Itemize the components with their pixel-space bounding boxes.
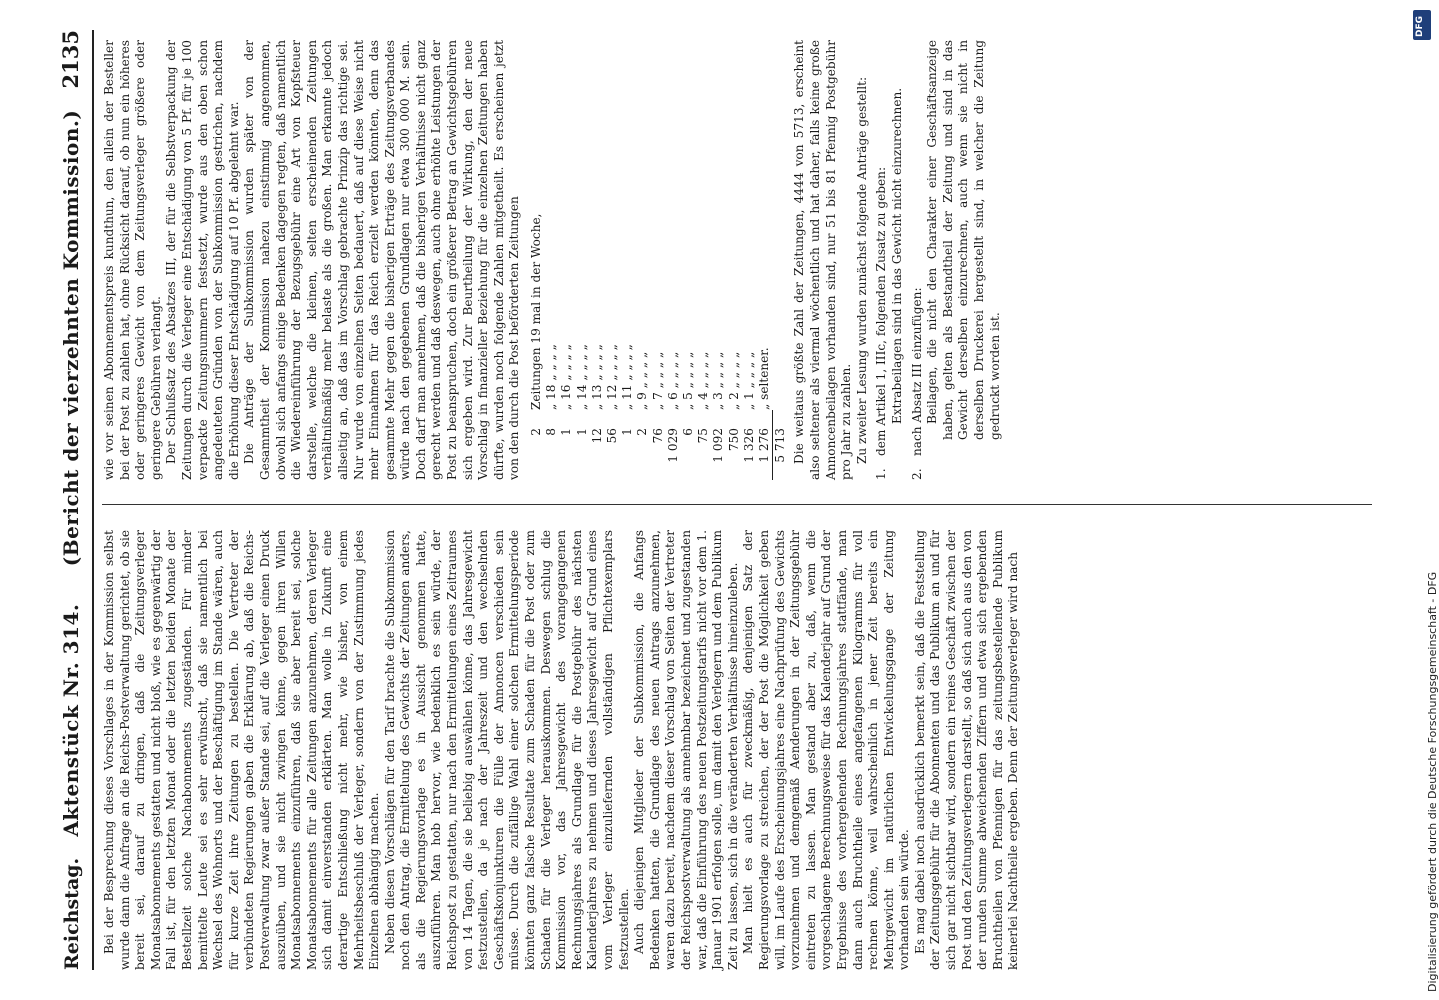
stats-text: „ 11 „ „ „ „ [620, 344, 635, 410]
stats-row [590, 40, 605, 480]
stats-count: 1 [620, 428, 635, 436]
stats-row [727, 40, 742, 480]
right-paragraph: Der Schlußsatz des Absatzes III, der für die Selbstverpackung der Zeitungen durch die Verleger eine Entschädigung von 5 Pf. für je 100 verpackte Zeitungsnummern festsetzt, wurde aus den oben schon angedeuteten Gründen von der Subkommission gestrichen, nachdem die Erhöhung dieser Entschädigung auf 10 Pf. abgelehnt war. [164, 40, 241, 480]
stats-count: 2 [529, 428, 544, 436]
stats-count: 12 [589, 428, 604, 444]
rotated-document-page [58, 30, 1388, 970]
stats-text: „ 18 „ „ „ „ [544, 344, 559, 410]
stats-count: 1 092 [711, 428, 726, 463]
stats-count: 6 [681, 428, 696, 436]
stats-row [711, 40, 726, 480]
stats-count: 1 029 [665, 428, 680, 463]
stats-count: 1 [559, 428, 574, 436]
statistics-table [529, 40, 788, 480]
stats-text: „ 1 „ „ „ „ [741, 351, 756, 410]
motion-quote: Beilagen, die nicht den Charakter einer Geschäftsanzeige haben, gelten als Bestandtheil der Zeitung und sind in das Gewicht derselben einzurechnen, auch wenn sie nicht in derselben Druckerei hergestellt sind, in welcher die Zeitung gedruckt worden ist. [925, 40, 1002, 440]
motion-intro: Zu zweiter Lesung wurden zunächst folgende Anträge gestellt: [854, 76, 869, 464]
left-paragraph: Man hielt es auch für zweckmäßig, denjenigen Satz der Regierungsvorlage zu streichen, der der Post die Möglichkeit geben will, im Laufe des Erscheinungsjahres eine Nachprüfung des Gewichts vorzunehmen und demgemäß Aenderungen in der Zeitungsgebühr eintreten zu lassen. Man gestand aber zu, daß, wenn die vorgeschlagene Berechnungsweise für das Kalenderjahr auf Grund der Ergebnisse des vorhergehenden Rechnungsjahres stattfände, man dann auch Bruchtheile eines angefangenen Kilogramms für voll rechnen könne, weil wahrscheinlich in jener Zeit bereits ein Mehrgewicht im natürlichen Entwickelungsgange der Zeitung vorhanden sein würde. [741, 530, 912, 970]
stats-text: „ 14 „ „ „ „ [574, 344, 589, 410]
stats-row [757, 40, 772, 480]
stats-count: 8 [544, 428, 559, 436]
header-left: Reichstag. [61, 857, 83, 970]
right-paragraph: Die Anträge der Subkommission wurden später von der Gesammtheit der Kommission nahezu einstimmig angenommen, obwohl sich anfangs einige Bedenken dagegen regten, daß namentlich die Wiedereinführung der Bezugsgebühr eine Art von Kopfsteuer darstelle, welche die kleinen, selten erscheinenden Zeitungen verhältnißmäßig mehr belaste als die großen. Man erkannte jedoch allseitig an, daß das im Vorschlag gebrachte Prinzip das richtige sei. Nur wurde von einzelnen Seiten bedauert, daß auf diese Weise nicht mehr Einnahmen für das Reich erzielt werden könnten, denn das gesammte Mehr gegen die bisherigen Erträge des Zeitungsverbandes würde nach den gegebenen Grundlagen nur etwa 300 000 M. sein. Doch darf man annehmen, daß die bisherigen Verhältnisse nicht ganz gerecht werden und daß deswegen, auch ohne erhöhte Leistungen der Post zu beanspruchen, doch ein größerer Betrag an Gewichtsgebühren sich ergeben wird. Zur Beurtheilung der Wirkung, den der neue Vorschlag in finanzieller Beziehung für die einzelnen Zeitungen haben dürfte, wurden noch folgende Zahlen mitgetheilt. Es erscheinen jetzt von den durch die Post beförderten Zeitungen [242, 40, 522, 480]
stats-text: „ 2 „ „ „ „ [726, 351, 741, 410]
digitization-note-text: Digitalisierung gefördert durch die Deutsche Forschungsgemeinschaft - DFG [1426, 571, 1439, 992]
stats-text: Zeitungen 19 mal in der Woche, [529, 213, 544, 410]
dfg-logo-text: DFG [1415, 15, 1425, 37]
motion-text: dem Artikel 1, IIIc, folgenden Zusatz zu geben: [874, 166, 889, 456]
header-document-number: Aktenstück Nr. 314. [59, 603, 83, 837]
stats-count: 76 [650, 428, 665, 444]
stats-count: 56 [605, 428, 620, 444]
stats-text: „ 4 „ „ „ „ [696, 351, 711, 410]
stats-text: „ 7 „ „ „ „ [650, 351, 665, 410]
stats-total-row [772, 40, 788, 480]
stats-row [666, 40, 681, 480]
column-divider [102, 504, 1372, 505]
right-paragraph: wie vor seinen Abonnementspreis kundthun, den allein der Besteller bei der Post zu zahlen hat, ohne Rücksicht darauf, ob nun ein höheres oder geringeres Gewicht von dem Zeitungsverleger größere oder geringere Gebühren verlangt. [102, 40, 163, 480]
stats-row [635, 40, 650, 480]
stats-text: „ 5 „ „ „ „ [681, 351, 696, 410]
stats-text: „ 16 „ „ „ „ [559, 344, 574, 410]
stats-count: 1 276 [757, 428, 772, 463]
stats-text: „ 12 „ „ „ „ [605, 344, 620, 410]
motion-list [874, 40, 1003, 480]
motion-item [910, 40, 926, 480]
stats-count: 1 326 [741, 428, 756, 463]
left-paragraph: Bei der Besprechung dieses Vorschlages in der Kommission selbst wurde dann die Anfrage an die Reichs-Postverwaltung gerichtet, ob sie bereit sei, darauf zu dringen, daß die Zeitungsverleger Monatsabonnements gestatten und nicht bloß, wie es gegenwärtig der Fall ist, für den letzten Monat oder die letzten beiden Monate der Bestellzeit solche Nachabonnements zugeständen. Für minder bemittelte Leute sei es sehr erwünscht, daß sie namentlich bei Wechsel des Wohnorts und der Beschäftigung im Stande wären, auch für kurze Zeit ihre Zeitungen zu bestellen. Die Vertreter der verbündeten Regierungen gaben die Erklärung ab, daß die Reichs-Postverwaltung zwar außer Stande sei, auf die Verleger einen Druck auszuüben, und sie nicht zwingen könne, gegen ihren Willen Monatsabonnements einzuführen, daß sie aber bereit sei, solche Monatsabonnements für alle Zeitungen anzunehmen, deren Verleger sich damit einverstanden erklärten. Man wolle in Zukunft eine derartige Entschließung nicht mehr, wie bisher, von einem Mehrheitsbeschluß der Verleger, sondern von der Zustimmung jedes Einzelnen abhängig machen. [102, 530, 382, 970]
stats-row [529, 40, 544, 480]
left-paragraph: Es mag dabei noch ausdrücklich bemerkt sein, daß die Feststellung der Zeitungsgebühr für die Abonnenten und das Publikum an und für sich gar nicht sichtbar wird, sondern ein reines Geschäft zwischen der Post und den Zeitungsverlegern darstellt, so daß sich auch aus den von der runden Summe abweichenden Ziffern und etwa sich ergebenden Bruchtheilen von Pfennigen für das zeitungsbestellende Publikum keinerlei Nachtheile ergeben. Denn der Zeitungsverleger wird nach [912, 530, 1021, 970]
stats-row [742, 40, 757, 480]
stats-row [651, 40, 666, 480]
left-paragraph: Auch diejenigen Mitglieder der Subkommission, die Anfangs Bedenken hatten, die Grundlage des neuen Antrags anzunehmen, waren dazu bereit, nachdem dieser Vorschlag von Seiten der Vertreter der Reichspostverwaltung als annehmbar bezeichnet und zugestanden war, daß die Einführung des neuen Postzeitungstarifs nicht vor dem 1. Januar 1901 erfolgen solle, um damit den Verlegern und dem Publikum Zeit zu lassen, sich in die veränderten Verhältnisse hineinzuleben. [632, 530, 740, 970]
stats-row [681, 40, 696, 480]
stats-count: 75 [696, 428, 711, 444]
stats-row [696, 40, 711, 480]
left-column [102, 530, 1382, 970]
digitization-note [1412, 8, 1439, 992]
motion-text: nach Absatz III einzufügen: [909, 287, 924, 456]
stats-row [620, 40, 635, 480]
header-rule [92, 30, 94, 970]
stats-text: „ 3 „ „ „ „ [711, 351, 726, 410]
motion-number: 1. [874, 468, 889, 480]
header-center [59, 110, 83, 837]
motion-item [874, 40, 890, 480]
stats-row [544, 40, 559, 480]
stats-row [575, 40, 590, 480]
stats-total: 5 713 [772, 410, 788, 480]
motion-quote: Extrabeilagen sind in das Gewicht nicht einzurechnen. [890, 87, 905, 424]
stats-text: „ seltener. [757, 347, 772, 410]
right-column [102, 40, 1382, 480]
stats-text: „ 9 „ „ „ „ [635, 351, 650, 410]
left-paragraph: Neben diesen Vorschlägen für den Tarif brachte die Subkommission noch den Antrag, die Ermittelung des Gewichts der Zeitungen anders, als die Regierungsvorlage es in Aussicht genommen hatte, auszuführen. Man hob hervor, wie bedenklich es sein würde, der Reichspost zu gestatten, nur nach den Ermittelungen eines Zeitraumes von 14 Tagen, die sie beliebig auswählen könne, das Jahresgewicht festzustellen, da je nach der Jahreszeit und den wechselnden Geschäftskonjunkturen die Fülle der Annoncen verschieden sein müsse. Durch die zufällige Wahl einer solchen Ermittelungsperiode könnten ganz falsche Resultate zum Schaden für die Post oder zum Schaden für die Verleger herauskommen. Deswegen schlug die Kommission vor, das Jahresgewicht des vorangegangenen Rechnungsjahres als Grundlage für die Postgebühr des nächsten Kalenderjahres zu nehmen und dieses Jahresgewicht auf Grund eines vom Verleger einzuliefernden vollständigen Pflichtexemplars festzustellen. [382, 530, 631, 970]
stats-count: 750 [726, 428, 741, 452]
motion-number: 2. [909, 468, 924, 480]
stats-text: „ 13 „ „ „ „ [589, 344, 604, 410]
right-paragraph: Die weitaus größte Zahl der Zeitungen, 4444 von 5713, erscheint also seltener als viermal wöchentlich und hat daher, falls keine große Annoncenbeilagen vorhanden sind, nur 51 bis 81 Pfennig Postgebühr pro Jahr zu zahlen. [792, 40, 854, 480]
header-report-title: (Bericht der vierzehnten Kommission.) [59, 109, 83, 567]
stats-row [605, 40, 620, 480]
page-header [58, 30, 88, 970]
stats-count: 1 [574, 428, 589, 436]
stats-count: 2 [635, 428, 650, 436]
page-number: 2135 [58, 30, 83, 89]
stats-row [559, 40, 574, 480]
stats-text: „ 6 „ „ „ „ [665, 351, 680, 410]
